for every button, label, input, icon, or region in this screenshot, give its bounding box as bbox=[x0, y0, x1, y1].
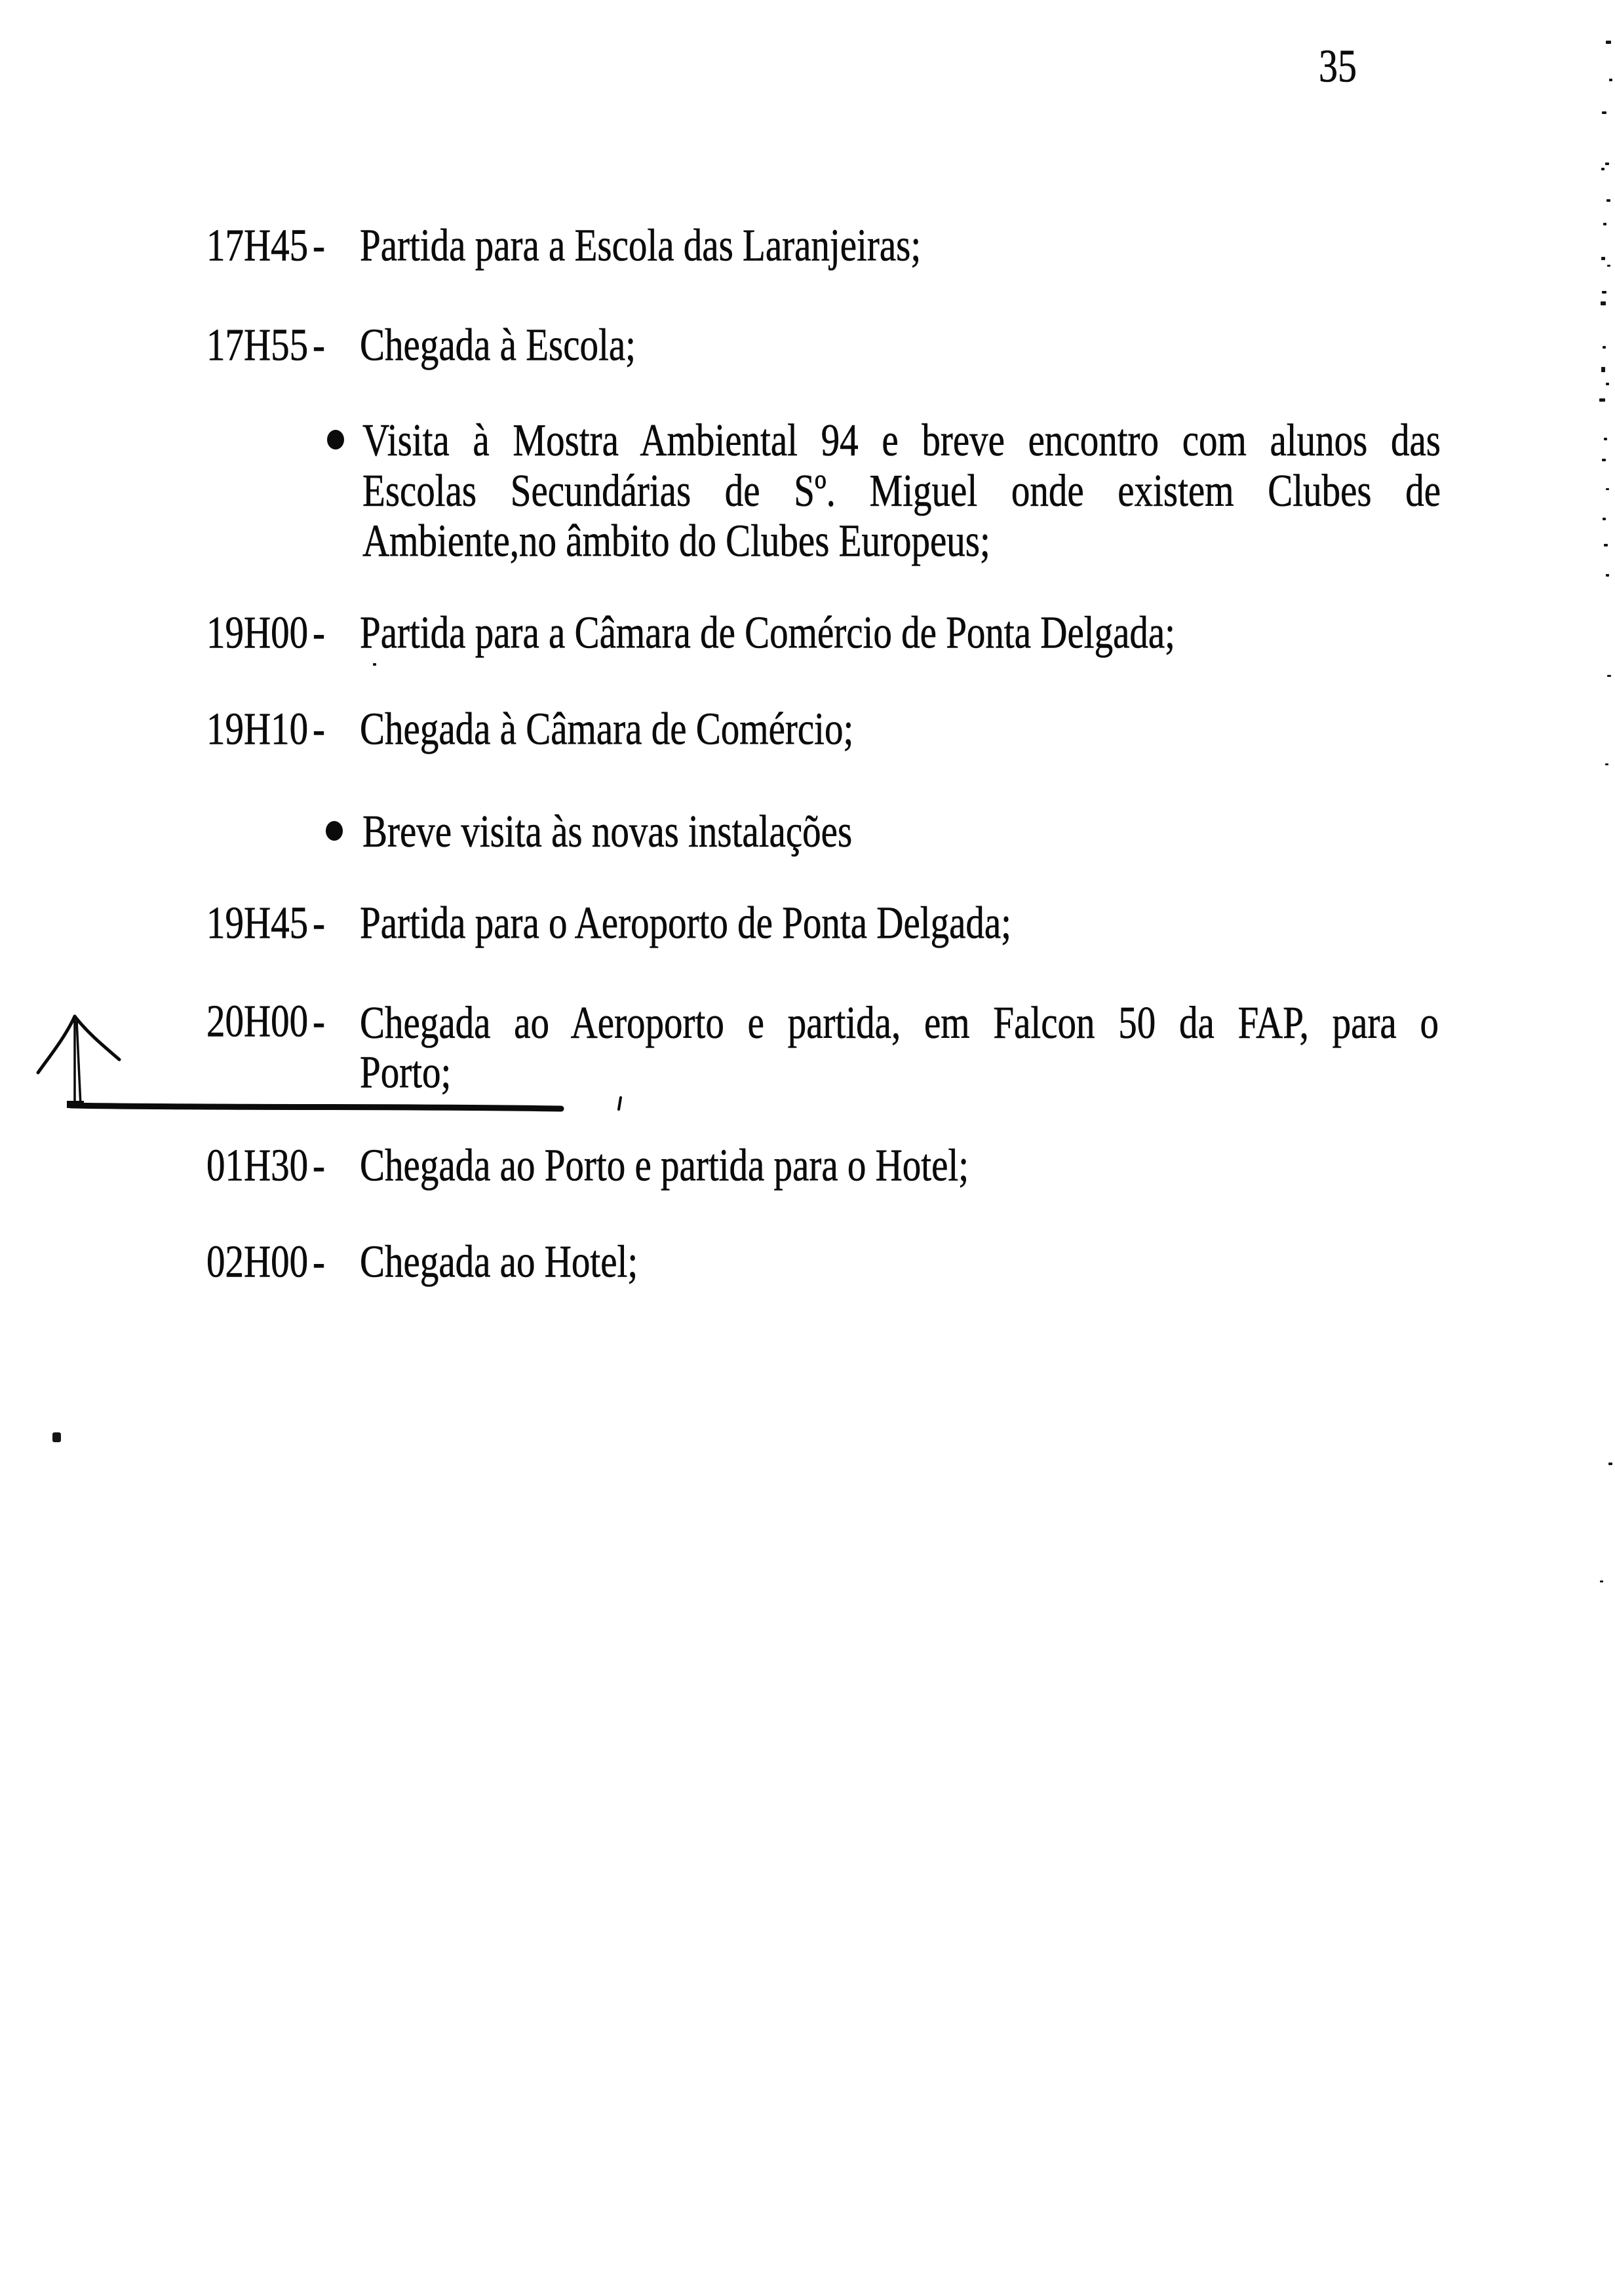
entry-time: 19H45 bbox=[206, 898, 309, 949]
entry-separator: - bbox=[313, 320, 325, 371]
scan-speck bbox=[1608, 1463, 1612, 1465]
bullet-icon bbox=[327, 430, 344, 450]
scan-speck bbox=[1604, 544, 1608, 546]
entry-time: 20H00 bbox=[206, 996, 309, 1047]
scan-speck bbox=[373, 663, 376, 666]
schedule-entry bbox=[206, 320, 636, 371]
paragraph-line: Visita à Mostra Ambiental 94 e breve encontro com alunos das bbox=[362, 415, 1441, 466]
entry-text: Chegada ao Porto e partida para o Hotel; bbox=[360, 1140, 969, 1191]
page-number: 35 bbox=[1319, 40, 1357, 92]
scan-speck bbox=[1602, 459, 1606, 461]
entry-text: Partida para a Escola das Laranjeiras; bbox=[360, 220, 922, 271]
scan-speck bbox=[1601, 367, 1605, 372]
scan-speck bbox=[1605, 163, 1609, 165]
bullet-paragraph bbox=[362, 415, 1441, 567]
scan-speck bbox=[1605, 763, 1608, 765]
scan-speck bbox=[1600, 1580, 1603, 1582]
scan-speck bbox=[52, 1432, 61, 1442]
schedule-entry bbox=[206, 898, 1012, 949]
bullet-paragraph bbox=[362, 807, 1441, 857]
scan-speck bbox=[1602, 111, 1606, 114]
entry-time: 19H00 bbox=[206, 607, 309, 659]
scan-speck bbox=[1606, 383, 1609, 385]
entry-text: Chegada ao Hotel; bbox=[360, 1236, 638, 1288]
scan-speck bbox=[1603, 518, 1606, 520]
handwritten-arrow-icon bbox=[20, 1003, 642, 1124]
schedule-entry bbox=[206, 1140, 969, 1191]
entry-separator: - bbox=[313, 996, 325, 1047]
entry-text-line: Chegada ao Aeroporto e partida, em Falcon 50 da FAP, para o bbox=[360, 997, 1439, 1048]
scan-speck bbox=[1609, 79, 1612, 81]
scan-speck bbox=[1602, 291, 1606, 294]
entry-separator: - bbox=[313, 1140, 325, 1191]
entry-time: 01H30 bbox=[206, 1140, 309, 1191]
entry-time: 19H10 bbox=[206, 704, 309, 755]
scan-speck bbox=[1606, 488, 1609, 490]
scan-speck bbox=[1603, 223, 1606, 225]
entry-separator: - bbox=[313, 607, 325, 659]
handwritten-underline bbox=[71, 1105, 561, 1109]
entry-time: 02H00 bbox=[206, 1236, 309, 1288]
entry-separator: - bbox=[313, 898, 325, 949]
paragraph-line: Breve visita às novas instalações bbox=[362, 807, 853, 857]
entry-time: 17H45 bbox=[206, 220, 309, 271]
paragraph-line: Escolas Secundárias de Sº. Miguel onde existem Clubes de bbox=[362, 465, 1441, 516]
scan-speck bbox=[1606, 199, 1610, 202]
paragraph-line: Ambiente,no âmbito do Clubes Europeus; bbox=[362, 516, 990, 567]
scan-speck bbox=[1601, 257, 1605, 260]
entry-text: Partida para a Câmara de Comércio de Ponta Delgada; bbox=[360, 607, 1176, 659]
schedule-entry bbox=[206, 220, 922, 271]
entry-text: Chegada à Câmara de Comércio; bbox=[360, 704, 854, 755]
scan-speck bbox=[1607, 265, 1610, 267]
entry-separator: - bbox=[313, 1236, 325, 1288]
schedule-entry bbox=[206, 607, 1176, 659]
scan-speck bbox=[1607, 675, 1611, 677]
schedule-entry bbox=[206, 704, 854, 755]
entry-text: Chegada à Escola; bbox=[360, 320, 636, 371]
scan-speck bbox=[1606, 41, 1611, 44]
scan-speck bbox=[1603, 346, 1606, 349]
scan-speck bbox=[1606, 574, 1609, 577]
scan-speck bbox=[1601, 168, 1605, 170]
entry-text-line: Porto; bbox=[360, 1047, 452, 1098]
entry-text: Partida para o Aeroporto de Ponta Delgada; bbox=[360, 898, 1012, 949]
scan-speck bbox=[1604, 438, 1607, 440]
entry-time: 17H55 bbox=[206, 320, 309, 371]
schedule-entry bbox=[206, 1236, 638, 1288]
scan-speck bbox=[1601, 301, 1606, 305]
scan-speck bbox=[1599, 398, 1605, 402]
entry-separator: - bbox=[313, 704, 325, 755]
entry-separator: - bbox=[313, 220, 325, 271]
bullet-icon bbox=[326, 821, 343, 841]
